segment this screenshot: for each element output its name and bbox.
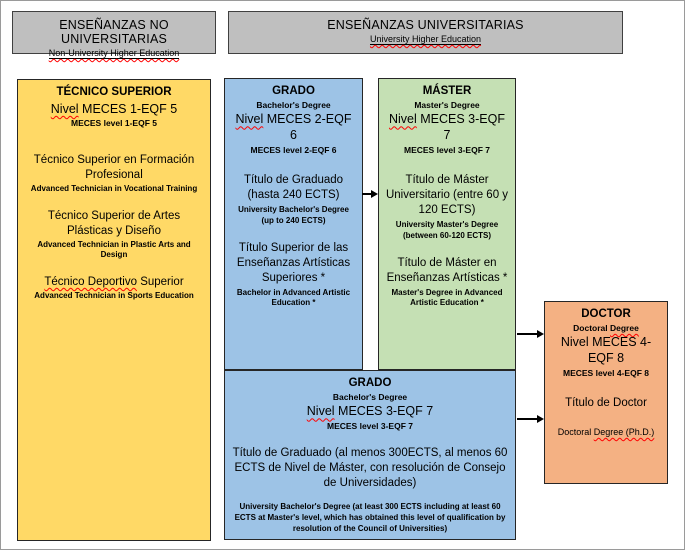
master-meces-level: Nivel MECES 3-EQF 7 [388,112,505,143]
grado2-item1-en: University Bachelor's Degree (at least 300 ECTS including at least 60 ECTS at Master's level, which has obtained this level of qualification by resolution of the Council of Universities) [234,502,506,534]
header-university-subtitle: University Higher Education [369,34,482,44]
arrow-grado3-to-doctor [517,414,544,423]
doctor-item1-es: Título de Doctor [565,397,647,410]
arrow-shaft [517,333,537,335]
box-grado-meces2 [224,78,363,370]
tecnico-item1-en: Advanced Technician in Vocational Training [30,183,198,193]
arrow-master-to-doctor [517,329,544,338]
master-title: MÁSTER [422,85,472,97]
doctor-title-en: Doctoral Degree [573,322,639,333]
grado1-meces-level: Nivel MECES 2-EQF 6 [235,112,352,143]
tecnico-item3-en: Advanced Technician in Sports Education [34,291,194,301]
grado2-title-en: Bachelor's Degree [332,391,408,402]
header-university-title: ENSEÑANZAS UNIVERSITARIAS [327,18,524,32]
grado1-item1-en: University Bachelor's Degree (up to 240 ECTS) [238,205,349,225]
tecnico-item2-en: Advanced Technician in Plastic Arts and Design [37,239,191,260]
grado1-item1-es: Título de Graduado (hasta 240 ECTS) [243,174,344,202]
tecnico-item1-es: Técnico Superior en Formación Profesional [33,154,195,181]
master-item1-es: Título de Máster Universitario (entre 60 y 120 ECTS) [385,174,509,217]
tecnico-meces-level: Nivel MECES 1-EQF 5 [50,101,178,116]
tecnico-item2-es: Técnico Superior de Artes Plásticas y Diseño [47,209,181,237]
grado2-meces-level-en: MECES level 3-EQF 7 [327,421,413,432]
master-item2-en: Master's Degree in Advanced Artistic Education * [391,287,503,308]
header-non-university-title: ENSEÑANZAS NO UNIVERSITARIAS [59,18,169,46]
master-item2-es: Título de Máster en Enseñanzas Artísticas * [386,256,508,284]
box-doctor [544,301,668,484]
arrow-head-icon [537,415,544,423]
header-university [228,11,623,54]
master-item1-en: University Master's Degree (between 60-120 ECTS) [395,220,499,240]
arrow-shaft [362,193,371,195]
arrow-grado-to-master [362,189,378,198]
header-non-university-subtitle: Non-University Higher Education [48,48,180,58]
box-tecnico-superior [17,79,211,541]
grado2-title: GRADO [348,377,392,389]
doctor-title: DOCTOR [581,308,631,320]
grado1-title-en: Bachelor's Degree [256,99,331,110]
doctor-meces-level: Nivel MECES 4-EQF 8 [560,335,652,366]
tecnico-meces-level-en: MECES level 1-EQF 5 [71,118,157,129]
master-title-en: Master's Degree [414,99,480,110]
arrow-shaft [517,418,537,420]
grado2-item1-es: Título de Graduado (al menos 300ECTS, al menos 60 ECTS de Nivel de Máster, con resolución de Consejo de Universidades) [232,446,508,489]
grado1-title: GRADO [272,85,315,97]
tecnico-item3-es: Técnico Deportivo Superior [44,276,184,289]
grado1-item2-es: Título Superior de las Enseñanzas Artísticas Superiores * [236,241,351,284]
arrow-head-icon [371,190,378,198]
master-meces-level-en: MECES level 3-EQF 7 [404,144,490,155]
grado1-meces-level-en: MECES level 2-EQF 6 [250,144,337,155]
grado1-item2-en: Bachelor in Advanced Artistic Education * [236,287,351,308]
arrow-head-icon [537,330,544,338]
grado2-meces-level: Nivel MECES 3-EQF 7 [306,404,434,419]
doctor-meces-level-en: MECES level 4-EQF 8 [563,367,649,378]
box-grado-meces3 [224,370,516,540]
box-master [378,78,516,370]
doctor-phd-en: Doctoral Degree (Ph.D.) [557,427,655,438]
header-non-university [12,11,216,58]
tecnico-title: TÉCNICO SUPERIOR [56,86,172,98]
